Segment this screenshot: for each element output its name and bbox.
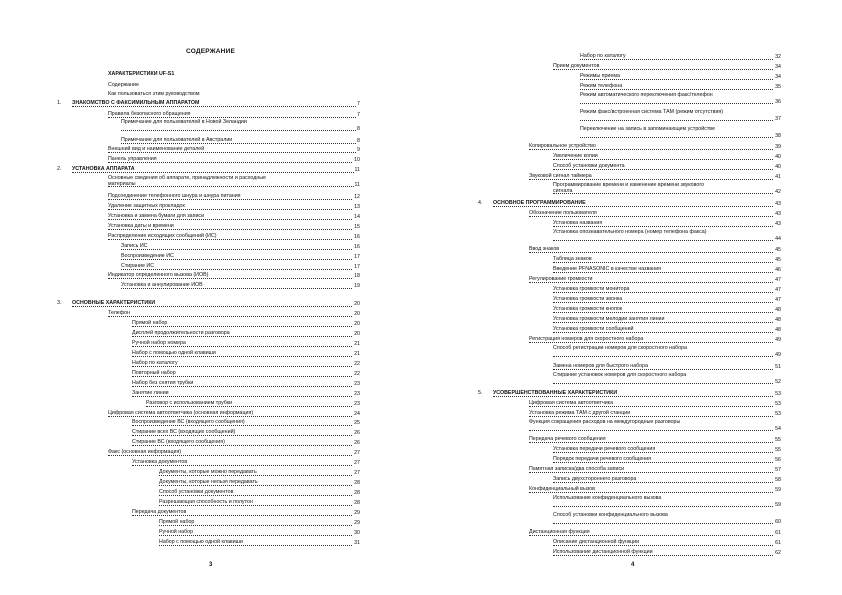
toc-entry bbox=[553, 296, 781, 304]
toc-page-number: 40 bbox=[775, 154, 781, 160]
toc-page-number: 17 bbox=[354, 264, 360, 270]
toc-page-number: 24 bbox=[354, 411, 360, 417]
toc-entry bbox=[529, 143, 781, 151]
toc-entry-text: Установка громкости звонка bbox=[553, 296, 781, 303]
leader-dots bbox=[580, 102, 781, 104]
toc-entry bbox=[159, 529, 360, 537]
toc-entry bbox=[529, 410, 781, 418]
toc-entry-text: Режим телефона bbox=[580, 83, 781, 90]
leader-dots bbox=[580, 136, 781, 138]
toc-entry-text: Правила безопасного обращения bbox=[108, 111, 360, 118]
toc-page-number: 7 bbox=[357, 112, 360, 118]
toc-page-number: 18 bbox=[354, 273, 360, 279]
toc-entry bbox=[553, 326, 781, 334]
toc-entry bbox=[553, 229, 781, 243]
toc-entry-text: Документы, которые можно передавать bbox=[159, 469, 360, 476]
toc-entry bbox=[108, 213, 360, 221]
toc-page-number: 42 bbox=[775, 189, 781, 195]
toc-chapter bbox=[57, 166, 360, 174]
toc-entry bbox=[580, 92, 781, 106]
toc-page-number: 28 bbox=[354, 480, 360, 486]
toc-entry bbox=[553, 495, 781, 509]
toc-entry bbox=[159, 479, 360, 487]
toc-entry bbox=[108, 175, 360, 189]
toc-entry-text: Индикатор определенного вызова (ИОВ) bbox=[108, 272, 360, 279]
toc-entry-text: Обозначение пользователя bbox=[529, 210, 781, 217]
toc-chapter-number: 5. bbox=[478, 390, 483, 396]
toc-entry-text: Основные сведения об аппарате, принадлежности и расходные материалы bbox=[108, 175, 266, 187]
toc-page-number: 40 bbox=[775, 164, 781, 170]
toc-page-number: 52 bbox=[775, 379, 781, 385]
leader-dots bbox=[553, 192, 781, 194]
toc-page-number: 41 bbox=[775, 174, 781, 180]
toc-page-number: 38 bbox=[775, 133, 781, 139]
toc-entry bbox=[553, 153, 781, 161]
toc-entry bbox=[553, 363, 781, 371]
toc-entry bbox=[146, 400, 360, 408]
toc-entry-text: Использование конфиденциального вызова bbox=[553, 495, 662, 501]
toc-page-number: 22 bbox=[354, 361, 360, 367]
toc-page-number: 26 bbox=[354, 430, 360, 436]
toc-entry-text: Установка передачи речевого сообщения bbox=[553, 446, 781, 453]
toc-entry-text: Примечание для пользователей в Австралии bbox=[121, 137, 360, 144]
toc-page-number: 48 bbox=[775, 327, 781, 333]
toc-page-number: 47 bbox=[775, 297, 781, 303]
toc-page-number: 16 bbox=[354, 244, 360, 250]
toc-page-number: 58 bbox=[775, 477, 781, 483]
toc-entry bbox=[529, 246, 781, 254]
toc-entry bbox=[108, 310, 360, 318]
toc-page-number: 44 bbox=[775, 236, 781, 242]
toc-entry bbox=[580, 126, 781, 140]
toc-entry-text: Копировальное устройство bbox=[529, 143, 781, 150]
toc-entry-text: Передача речевого сообщения bbox=[529, 436, 781, 443]
toc-entry-text: Телефон bbox=[108, 310, 360, 317]
toc-page-number: 28 bbox=[354, 490, 360, 496]
toc-entry-text: Установка документов bbox=[132, 459, 360, 466]
toc-entry-text: Запись ИС bbox=[121, 243, 360, 250]
toc-entry-text: Набор с помощью одной клавиши bbox=[132, 350, 360, 357]
toc-page-number: 35 bbox=[775, 84, 781, 90]
toc-entry bbox=[580, 83, 781, 91]
toc-page-number: 28 bbox=[354, 500, 360, 506]
toc-entry-text: Установка и аннулирование ИОВ bbox=[121, 282, 360, 289]
toc-page-number: 7 bbox=[357, 101, 360, 107]
toc-entry-text: Способ регистрации номеров для скоростного набора bbox=[553, 345, 687, 351]
toc-entry-text: Порядок передачи речевого сообщения bbox=[553, 456, 781, 463]
toc-entry-text: УСТАНОВКА АППАРАТА bbox=[72, 166, 360, 173]
toc-page-number: 43 bbox=[775, 211, 781, 217]
toc-entry-text: ОСНОВНОЕ ПРОГРАММИРОВАНИЕ bbox=[493, 200, 781, 207]
toc-entry-text: Стирание ИС bbox=[121, 263, 360, 270]
leader-dots bbox=[580, 119, 781, 121]
toc-chapter-number: 1. bbox=[57, 100, 62, 106]
toc-entry-text: Стирание установок номеров для скоростного набора bbox=[553, 372, 687, 378]
toc-page-number: 30 bbox=[354, 530, 360, 536]
toc-page-number: 27 bbox=[354, 470, 360, 476]
toc-entry bbox=[132, 330, 360, 338]
toc-page-number: 14 bbox=[354, 214, 360, 220]
toc-entry bbox=[553, 372, 781, 386]
toc-entry-text: Передача документов bbox=[132, 509, 360, 516]
toc-entry-text: Набор по каталогу bbox=[580, 53, 781, 60]
toc-page-number: 8 bbox=[357, 138, 360, 144]
toc-page-number: 13 bbox=[354, 204, 360, 210]
leader-dots bbox=[553, 505, 781, 507]
toc-page-number: 20 bbox=[354, 301, 360, 307]
toc-chapter-number: 4. bbox=[478, 200, 483, 206]
toc-page-number: 43 bbox=[775, 201, 781, 207]
toc-page-number: 36 bbox=[775, 99, 781, 105]
toc-page-number: 53 bbox=[775, 391, 781, 397]
toc-entry-text: Переключение на запись в запоминающем устройстве bbox=[580, 126, 715, 132]
toc-entry bbox=[553, 476, 781, 484]
toc-entry bbox=[132, 419, 360, 427]
toc-entry-text: Способ установки документов bbox=[159, 489, 360, 496]
toc-entry bbox=[580, 109, 781, 123]
toc-entry bbox=[132, 439, 360, 447]
toc-page-number: 53 bbox=[775, 411, 781, 417]
toc-entry bbox=[121, 263, 360, 271]
toc-entry-text: Примечание для пользователей в Новой Зеландии bbox=[121, 119, 247, 125]
toc-entry bbox=[108, 203, 360, 211]
toc-entry-text: Регулирование громкости bbox=[529, 276, 781, 283]
toc-entry-text: Набор по каталогу bbox=[132, 360, 360, 367]
toc-page-number: 15 bbox=[354, 224, 360, 230]
toc-entry-text: Установка названия bbox=[553, 220, 781, 227]
toc-entry bbox=[553, 345, 781, 359]
toc-page-number: 59 bbox=[775, 487, 781, 493]
toc-page-number: 46 bbox=[775, 267, 781, 273]
toc-page-number: 51 bbox=[775, 364, 781, 370]
toc-entry-text: Документы, которые нельзя передавать bbox=[159, 479, 360, 486]
toc-entry-text: Режим автоматического переключения факс/телефон bbox=[580, 92, 713, 98]
toc-entry-text: Панель управления bbox=[108, 156, 360, 163]
leader-dots bbox=[121, 129, 360, 131]
toc-page-number: 20 bbox=[354, 331, 360, 337]
toc-entry bbox=[529, 419, 781, 433]
toc-entry bbox=[132, 429, 360, 437]
toc-page-number: 29 bbox=[354, 510, 360, 516]
toc-entry-text: Воспроизведение ВС (входящего сообщения) bbox=[132, 419, 360, 426]
toc-entry-text: Увеличение копии bbox=[553, 153, 781, 160]
toc-entry-text: Способ установки документа bbox=[553, 163, 781, 170]
toc-entry bbox=[529, 173, 781, 181]
toc-page-number: 48 bbox=[775, 307, 781, 313]
toc-entry-text: ХАРАКТЕРИСТИКИ UF-S1 bbox=[108, 71, 175, 77]
toc-entry bbox=[529, 436, 781, 444]
toc-page-number: 17 bbox=[354, 254, 360, 260]
toc-page-number: 16 bbox=[354, 234, 360, 240]
toc-page-number: 23 bbox=[354, 401, 360, 407]
toc-entry bbox=[108, 272, 360, 280]
toc-entry bbox=[132, 370, 360, 378]
toc-entry-text: Воспроизведение ИС bbox=[121, 253, 360, 260]
toc-entry-text: Распределение исходящих сообщений (ИС) bbox=[108, 233, 360, 240]
toc-entry-text: Регистрация номеров для скоростного набора bbox=[529, 336, 781, 343]
toc-page-number: 59 bbox=[775, 502, 781, 508]
toc-entry-text: Стирание всех ВС (входящих сообщений) bbox=[132, 429, 360, 436]
toc-entry bbox=[553, 182, 781, 196]
toc-entry-text: Занятие линии bbox=[132, 390, 360, 397]
toc-page-number: 47 bbox=[775, 287, 781, 293]
toc-entry bbox=[553, 549, 781, 557]
toc-entry-text: Памятная записка/два способа записи bbox=[529, 466, 781, 473]
toc-entry-text: Удаление защитных прокладок bbox=[108, 203, 360, 210]
toc-entry-text: Набор без снятия трубки bbox=[132, 380, 360, 387]
toc-entry bbox=[580, 53, 781, 61]
toc-page-number: 32 bbox=[775, 54, 781, 60]
toc-title: СОДЕРЖАНИЕ bbox=[186, 48, 235, 55]
right-page bbox=[421, 0, 842, 595]
toc-page-number: 11 bbox=[354, 182, 360, 188]
toc-entry-text: Установка даты и времени bbox=[108, 223, 360, 230]
toc-page-number: 55 bbox=[775, 437, 781, 443]
toc-page-number: 55 bbox=[775, 447, 781, 453]
toc-entry bbox=[108, 223, 360, 231]
toc-entry bbox=[529, 336, 781, 344]
toc-entry bbox=[159, 539, 360, 547]
toc-page-number: 31 bbox=[354, 540, 360, 546]
toc-entry bbox=[108, 91, 308, 99]
toc-page-number: 61 bbox=[775, 530, 781, 536]
toc-chapter bbox=[57, 300, 360, 308]
toc-entry bbox=[108, 111, 360, 119]
toc-entry bbox=[159, 469, 360, 477]
toc-entry bbox=[159, 519, 360, 527]
toc-page-number: 21 bbox=[354, 351, 360, 357]
toc-entry bbox=[553, 512, 781, 526]
toc-entry bbox=[529, 276, 781, 284]
leader-dots bbox=[553, 355, 781, 357]
toc-entry bbox=[553, 256, 781, 264]
toc-entry bbox=[132, 340, 360, 348]
toc-page-number: 60 bbox=[775, 519, 781, 525]
toc-page-number: 48 bbox=[775, 317, 781, 323]
toc-entry-text: Прием документов bbox=[553, 63, 781, 70]
toc-entry bbox=[108, 82, 308, 90]
toc-page-number: 22 bbox=[354, 371, 360, 377]
toc-page-number: 61 bbox=[775, 540, 781, 546]
toc-entry-text: Дисплей продолжительности разговора bbox=[132, 330, 360, 337]
toc-entry bbox=[121, 243, 360, 251]
toc-entry bbox=[108, 233, 360, 241]
toc-entry bbox=[553, 266, 781, 274]
toc-entry-text: Цифровая система автоответчика (основная информация) bbox=[108, 410, 360, 417]
toc-entry bbox=[553, 316, 781, 324]
toc-page-number: 57 bbox=[775, 467, 781, 473]
toc-page-number: 25 bbox=[354, 420, 360, 426]
toc-page-number: 10 bbox=[354, 157, 360, 163]
toc-entry-text: Установка громкости кнопок bbox=[553, 306, 781, 313]
toc-entry-text: Установка громкости сообщений bbox=[553, 326, 781, 333]
toc-entry bbox=[553, 220, 781, 228]
toc-chapter bbox=[57, 100, 360, 108]
toc-entry-text: Установка громкости мелодии занятия линии bbox=[553, 316, 781, 323]
toc-page-number: 53 bbox=[775, 401, 781, 407]
toc-entry-text: Факс (основная информация) bbox=[108, 449, 360, 456]
toc-entry-text: Звуковой сигнал таймера bbox=[529, 173, 781, 180]
toc-page-number: 23 bbox=[354, 381, 360, 387]
leader-dots bbox=[553, 522, 781, 524]
toc-entry bbox=[580, 73, 781, 81]
toc-entry bbox=[132, 380, 360, 388]
toc-entry-text: Введение PFNASONIC в качестве названия bbox=[553, 266, 781, 273]
toc-entry-text: Установка громкости монитора bbox=[553, 286, 781, 293]
toc-entry-text: Стирание ВС (входящего сообщения) bbox=[132, 439, 360, 446]
toc-page-number: 20 bbox=[354, 321, 360, 327]
toc-entry bbox=[121, 119, 360, 133]
toc-entry-text: Таблица знаков bbox=[553, 256, 781, 263]
toc-page-number: 43 bbox=[775, 221, 781, 227]
toc-entry bbox=[553, 446, 781, 454]
toc-entry bbox=[108, 410, 360, 418]
toc-page-number: 39 bbox=[775, 144, 781, 150]
toc-page-number: 49 bbox=[775, 337, 781, 343]
page-number-left: 3 bbox=[209, 562, 213, 568]
toc-page-number: 19 bbox=[354, 283, 360, 289]
toc-page-number: 54 bbox=[775, 426, 781, 432]
toc-entry bbox=[553, 286, 781, 294]
toc-chapter bbox=[478, 390, 781, 398]
toc-page-number: 62 bbox=[775, 550, 781, 556]
toc-page-number: 11 bbox=[354, 167, 360, 173]
toc-entry-text: Разрешающая способность и полутон bbox=[159, 499, 360, 506]
toc-entry-text: Режим факс/встроенная система ТАМ (режим отсутствия) bbox=[580, 109, 724, 115]
toc-page-number: 56 bbox=[775, 457, 781, 463]
toc-entry bbox=[553, 456, 781, 464]
toc-entry bbox=[553, 306, 781, 314]
toc-entry-text: Набор с помощью одной клавиши bbox=[159, 539, 360, 546]
toc-entry-text: Внешний вид и наименование деталей bbox=[108, 146, 360, 153]
toc-entry bbox=[553, 63, 781, 71]
toc-page-number: 23 bbox=[354, 391, 360, 397]
toc-entry-text: Дистанционная функция bbox=[529, 529, 781, 536]
toc-entry bbox=[553, 539, 781, 547]
toc-entry-text: Ввод знаков bbox=[529, 246, 781, 253]
toc-entry-text: Описание дистанционной функции bbox=[553, 539, 781, 546]
leader-dots bbox=[108, 185, 360, 187]
toc-entry bbox=[529, 466, 781, 474]
toc-page-number: 9 bbox=[357, 147, 360, 153]
toc-page-number: 45 bbox=[775, 257, 781, 263]
toc-page-number: 34 bbox=[775, 64, 781, 70]
toc-entry-text: Разговор с использованием трубки bbox=[146, 400, 360, 407]
toc-entry-text: Установка режима ТАМ с другой станции bbox=[529, 410, 781, 417]
toc-entry-text: Использование дистанционной функции bbox=[553, 549, 781, 556]
toc-entry bbox=[529, 529, 781, 537]
toc-entry-text: Программирование времени и изменение времени звукового сигнала bbox=[553, 182, 705, 194]
toc-entry bbox=[529, 210, 781, 218]
toc-entry bbox=[132, 360, 360, 368]
toc-entry bbox=[108, 193, 360, 201]
toc-page-number: 21 bbox=[354, 341, 360, 347]
toc-page-number: 45 bbox=[775, 247, 781, 253]
toc-page-number: 47 bbox=[775, 277, 781, 283]
toc-entry bbox=[108, 146, 360, 154]
toc-entry bbox=[159, 489, 360, 497]
toc-entry-text: Ручной набор bbox=[159, 529, 360, 536]
toc-entry-text: Ручной набор номера bbox=[132, 340, 360, 347]
toc-page-number: 12 bbox=[354, 194, 360, 200]
toc-entry-text: ОСНОВНЫЕ ХАРАКТЕРИСТИКИ bbox=[72, 300, 360, 307]
toc-entry bbox=[159, 499, 360, 507]
toc-entry bbox=[132, 320, 360, 328]
toc-page-number: 20 bbox=[354, 311, 360, 317]
toc-entry bbox=[132, 390, 360, 398]
toc-entry bbox=[132, 459, 360, 467]
toc-entry bbox=[121, 282, 360, 290]
toc-entry bbox=[121, 137, 360, 145]
toc-page-number: 34 bbox=[775, 74, 781, 80]
toc-entry bbox=[529, 486, 781, 494]
toc-entry-text: Конфиденциальный вызов bbox=[529, 486, 781, 493]
toc-page-number: 27 bbox=[354, 460, 360, 466]
toc-entry-text: Прямой набор bbox=[159, 519, 360, 526]
toc-entry bbox=[529, 400, 781, 408]
toc-entry-text: Замена номеров для быстрого набора bbox=[553, 363, 781, 370]
toc-page-number: 49 bbox=[775, 352, 781, 358]
toc-entry bbox=[553, 163, 781, 171]
toc-entry-text: УСОВЕРШЕНСТВОВАННЫЕ ХАРАКТЕРИСТИКИ bbox=[493, 390, 781, 397]
toc-entry-text: Содержание bbox=[108, 82, 139, 88]
toc-entry bbox=[132, 350, 360, 358]
toc-entry-text: Как пользоваться этим руководством bbox=[108, 91, 200, 97]
leader-dots bbox=[553, 382, 781, 384]
toc-entry-text: ЗНАКОМСТВО С ФАКСИМИЛЬНЫМ АППАРАТОМ bbox=[72, 100, 360, 107]
toc-page-number: 29 bbox=[354, 520, 360, 526]
toc-entry-text: Установка и замена бумаги для записи bbox=[108, 213, 360, 220]
toc-page-number: 8 bbox=[357, 126, 360, 132]
toc-entry bbox=[108, 449, 360, 457]
toc-entry-text: Способ установки конфиденциального вызова bbox=[553, 512, 668, 518]
toc-chapter-number: 2. bbox=[57, 166, 62, 172]
toc-chapter bbox=[478, 200, 781, 208]
page-number-right: 4 bbox=[631, 562, 635, 568]
toc-entry-text: Режимы приема bbox=[580, 73, 781, 80]
toc-entry-text: Функция сокращения расходов на междугородные разговоры bbox=[529, 419, 681, 425]
toc-page-number: 26 bbox=[354, 440, 360, 446]
toc-entry-text: Прямой набор bbox=[132, 320, 360, 327]
toc-entry-text: Установка опознавательного номера (номер телефона факса) bbox=[553, 229, 707, 235]
toc-entry-text: Подсоединение телефонного шнура и шнура питания bbox=[108, 193, 360, 200]
toc-entry-text: Цифровая система автоответчика bbox=[529, 400, 781, 407]
leader-dots bbox=[529, 429, 781, 431]
toc-page-number: 37 bbox=[775, 116, 781, 122]
toc-entry-text: Повторный набор bbox=[132, 370, 360, 377]
toc-page-number: 27 bbox=[354, 450, 360, 456]
toc-entry bbox=[132, 509, 360, 517]
leader-dots bbox=[553, 239, 781, 241]
toc-entry bbox=[121, 253, 360, 261]
toc-entry-text: Запись двухстороннего разговора bbox=[553, 476, 781, 483]
toc-entry bbox=[108, 156, 360, 164]
toc-chapter-number: 3. bbox=[57, 300, 62, 306]
toc-chapter bbox=[108, 71, 308, 79]
